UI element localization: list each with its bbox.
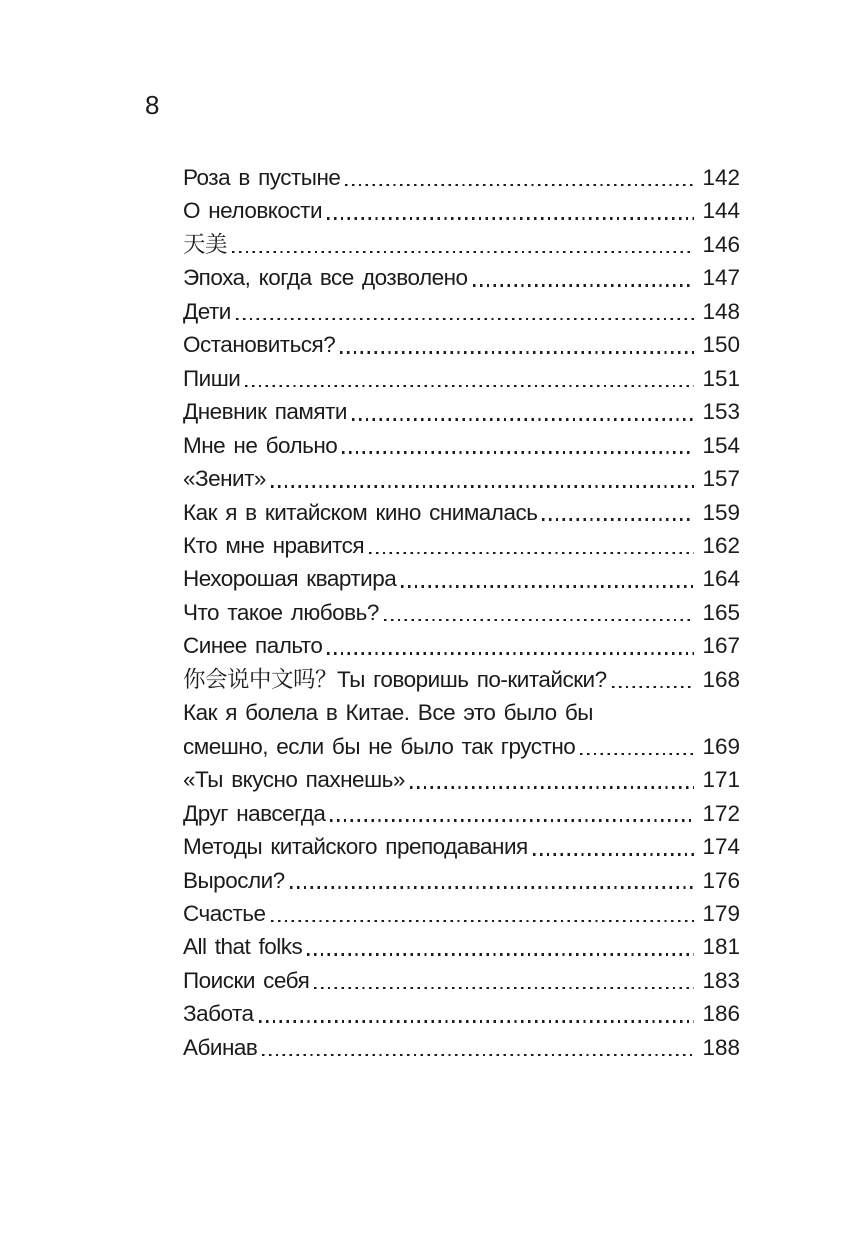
- toc-entry-title: Остановиться?: [183, 332, 336, 358]
- toc-entry-page: 186: [702, 1001, 740, 1027]
- toc-leader-dots: [327, 194, 694, 227]
- toc-entry-title: Нехорошая квартира: [183, 566, 397, 592]
- toc-entry-title: «Ты вкусно пахнешь»: [183, 767, 405, 793]
- toc-entry: [183, 496, 740, 529]
- toc-entry-title: All that folks: [183, 934, 303, 960]
- toc-entry-title: Как я болела в Китае. Все это было бы: [183, 700, 593, 726]
- page-number: 8: [145, 90, 160, 120]
- toc-entry-title: Как я в китайском кино снималась: [183, 499, 538, 525]
- toc-leader-dots: [542, 496, 694, 529]
- toc-leader-dots: [533, 830, 694, 863]
- toc-entry-page: 165: [702, 599, 740, 625]
- toc-entry: [183, 997, 740, 1030]
- toc-leader-dots: [612, 663, 694, 696]
- toc-entry-title: 天美: [183, 231, 228, 257]
- toc-entry: [183, 596, 740, 629]
- toc-leader-dots: [327, 629, 694, 662]
- toc-entry-title: 你会说中文吗？Ты говоришь по-китайски?: [183, 666, 607, 692]
- toc-entry-page: 148: [702, 298, 740, 324]
- toc-entry-title: О неловкости: [183, 198, 323, 224]
- toc-entry-page: 157: [702, 466, 740, 492]
- toc-entry: [183, 897, 740, 930]
- toc-entry-page: 168: [702, 666, 740, 692]
- toc-entry-page: 153: [702, 399, 740, 425]
- toc-entry: [183, 797, 740, 830]
- toc-entry: [183, 295, 740, 328]
- toc-entry-title: Друг навсегда: [183, 800, 326, 826]
- toc-entry: [183, 864, 740, 897]
- toc-leader-dots: [473, 261, 694, 294]
- toc-entry: [183, 930, 740, 963]
- toc-leader-dots: [307, 930, 694, 963]
- toc-entry: [183, 562, 740, 595]
- toc-leader-dots: [314, 964, 694, 997]
- toc-entry-page: 159: [702, 499, 740, 525]
- toc-leader-dots: [340, 328, 694, 361]
- toc-entry: [183, 696, 740, 729]
- toc-entry-page: 188: [702, 1034, 740, 1060]
- toc-entry: [183, 763, 740, 796]
- toc-entry-page: 162: [702, 532, 740, 558]
- toc-entry: [183, 395, 740, 428]
- toc-entry: [183, 1031, 740, 1064]
- toc-entry: [183, 529, 740, 562]
- toc-entry-page: 176: [702, 867, 740, 893]
- toc-leader-dots: [410, 763, 694, 796]
- toc-entry: [183, 228, 740, 261]
- toc-entry-page: 174: [702, 834, 740, 860]
- toc-entry-page: 171: [702, 767, 740, 793]
- toc-entry-page: 183: [702, 967, 740, 993]
- toc-entry-title: «Зенит»: [183, 466, 266, 492]
- toc-entry-title: Эпоха, когда все дозволено: [183, 265, 468, 291]
- toc-entry-page: 154: [702, 432, 740, 458]
- toc-leader-dots: [352, 395, 694, 428]
- toc-leader-dots: [290, 864, 694, 897]
- toc-entry-title: Роза в пустыне: [183, 165, 341, 190]
- toc-entry-page: 179: [702, 900, 740, 926]
- toc-entry-title: Пиши: [183, 365, 241, 391]
- toc-entry-title: Мне не больно: [183, 432, 338, 458]
- toc-entry-title: Дети: [183, 298, 231, 324]
- toc-leader-dots: [232, 228, 694, 261]
- toc-entry-title: Абинав: [183, 1034, 258, 1060]
- toc-leader-dots: [271, 897, 694, 930]
- toc-entry: [183, 629, 740, 662]
- toc-entry-page: 144: [702, 198, 740, 224]
- toc-leader-dots: [580, 730, 694, 763]
- toc-entry-page: 181: [702, 934, 740, 960]
- toc-entry-title: Счастье: [183, 900, 266, 926]
- toc-leader-dots: [245, 362, 694, 395]
- toc-entry-page: 146: [702, 231, 740, 257]
- toc-entry: [183, 261, 740, 294]
- toc-entry-page: 150: [702, 332, 740, 358]
- toc-entry: [183, 730, 740, 763]
- toc-entry-title: Выросли?: [183, 867, 285, 893]
- toc-leader-dots: [345, 161, 694, 194]
- toc-entry-page: 169: [702, 733, 740, 759]
- toc-leader-dots: [259, 997, 694, 1030]
- toc-entry: [183, 328, 740, 361]
- toc-leader-dots: [384, 596, 694, 629]
- toc-entry-title: смешно, если бы не было так грустно: [183, 733, 576, 759]
- toc-leader-dots: [262, 1031, 694, 1064]
- toc-entry-title: Забота: [183, 1001, 254, 1027]
- toc-entry-page: 164: [702, 566, 740, 592]
- toc-entry: [183, 362, 740, 395]
- toc-leader-dots: [342, 429, 694, 462]
- toc-entry-title: Кто мне нравится: [183, 532, 365, 558]
- toc-entry: [183, 161, 740, 194]
- toc-entry: [183, 462, 740, 495]
- toc-leader-dots: [271, 462, 694, 495]
- toc-entry-title: Синее пальто: [183, 633, 323, 659]
- toc-entry-title: Методы китайского преподавания: [183, 834, 528, 860]
- toc-leader-dots: [401, 562, 694, 595]
- toc-entry-title: Что такое любовь?: [183, 599, 379, 625]
- toc-entry-title: Поиски себя: [183, 967, 310, 993]
- toc-entry: [183, 964, 740, 997]
- toc-entry-title: Дневник памяти: [183, 399, 347, 425]
- toc-entry-page: 142: [702, 165, 740, 190]
- toc-entry: [183, 429, 740, 462]
- toc-entry: [183, 830, 740, 863]
- toc-entry: [183, 194, 740, 227]
- toc-entry-page: 147: [702, 265, 740, 291]
- toc-entry-page: 167: [702, 633, 740, 659]
- toc-leader-dots: [330, 797, 694, 830]
- toc-leader-dots: [236, 295, 694, 328]
- toc-entry-page: 172: [702, 800, 740, 826]
- toc-entry-page: 151: [702, 365, 740, 391]
- toc-entry: [183, 663, 740, 696]
- toc-leader-dots: [369, 529, 694, 562]
- toc-list: [183, 161, 740, 1064]
